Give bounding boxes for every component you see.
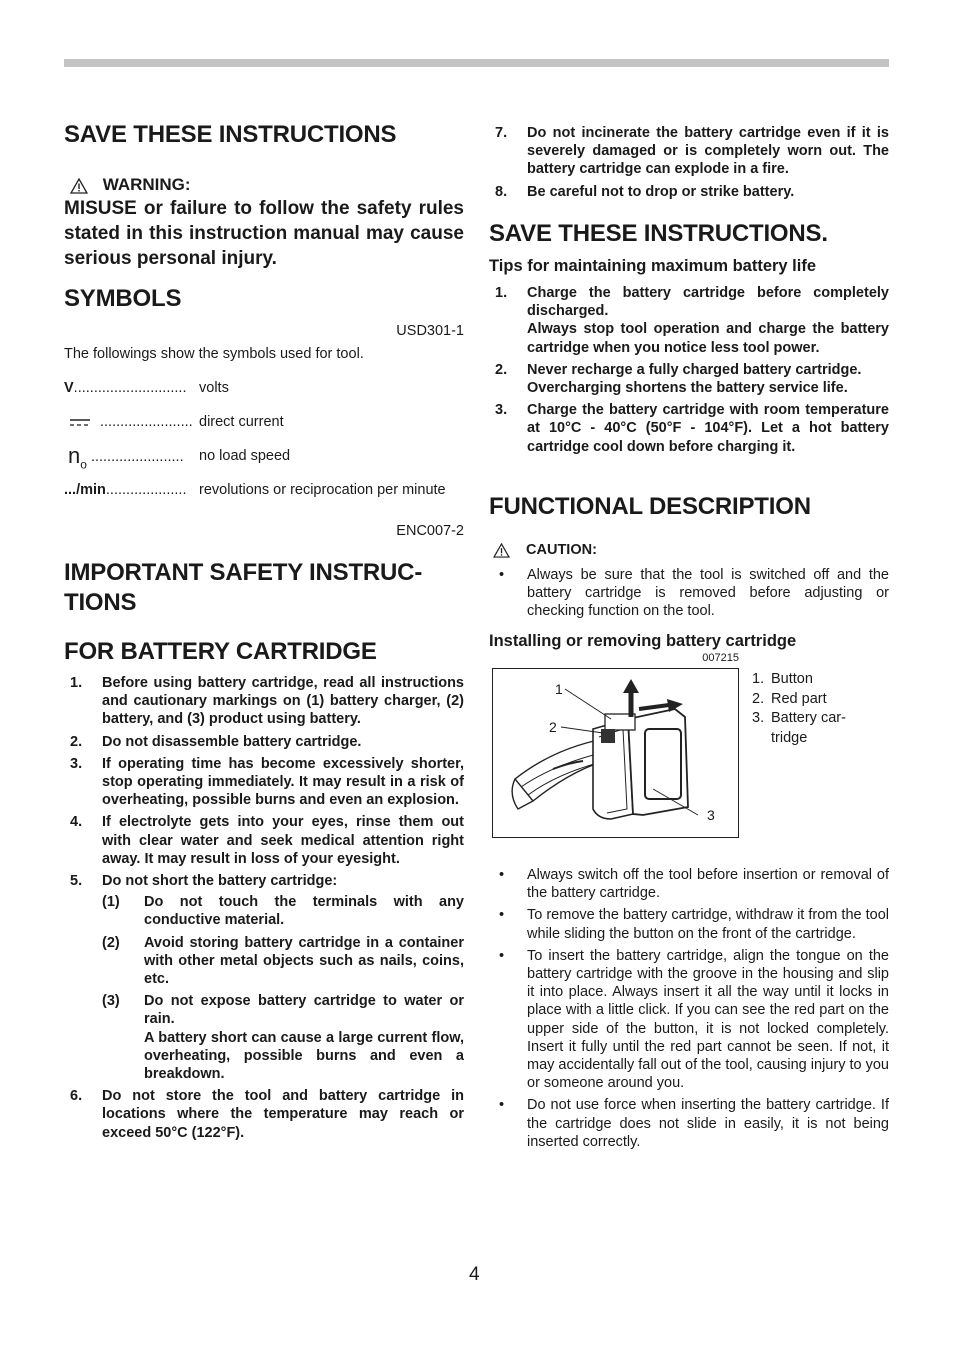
list-item: 7. Do not incinerate the battery cartridge even if it is severely damaged or is completely worn out. The battery cartridge can explode in a fire. xyxy=(495,125,889,178)
no-load-speed-icon: $n_o$ xyxy=(68,447,87,472)
caution-heading xyxy=(493,541,597,559)
direct-current-icon xyxy=(68,416,92,428)
warning-text: MISUSE or failure to follow the safety rules stated in this instruction manual may cause serious personal injury. xyxy=(64,198,464,269)
symbol-key: V xyxy=(64,380,74,396)
sub-list-item: (3) Do not expose battery cartridge to water or rain. A battery short can cause a large current flow, overheating, possible burns and even a breakdown. xyxy=(102,993,464,1083)
legend-item: 3. Battery car- tridge xyxy=(752,710,846,746)
install-title: Installing or removing battery cartridge xyxy=(489,632,797,650)
warning-heading xyxy=(70,176,191,194)
symbol-desc: no load speed xyxy=(199,448,291,464)
install-list xyxy=(489,866,889,1155)
symbol-desc: volts xyxy=(199,380,229,396)
sub-list-item: (1) Do not touch the terminals with any conductive material. xyxy=(102,894,464,929)
page-number: 4 xyxy=(469,1264,480,1285)
important-safety-title: IMPORTANT SAFETY INSTRUC- TIONS xyxy=(64,559,423,616)
figure-label-1: 1 xyxy=(555,681,563,697)
list-item: 3. Charge the battery cartridge with room temperature at 10°C - 40°C (50°F - 104°F). Let a hot battery cartridge cool down before charging it. xyxy=(495,402,889,455)
list-item: 1. Before using battery cartridge, read all instructions and cautionary markings on (1) battery charger, (2) battery, and (3) product using battery. xyxy=(70,675,464,728)
list-item: 3. If operating time has become excessively shorter, stop operating immediately. It may result in a risk of overheating, possible burns and even an explosion. xyxy=(70,755,464,809)
list-item: • Always switch off the tool before insertion or removal of the battery cartridge. xyxy=(489,866,889,902)
save-instructions-title: SAVE THESE INSTRUCTIONS xyxy=(64,121,397,148)
list-item: • Always be sure that the tool is switched off and the battery cartridge is removed before adjusting or checking function on the tool. xyxy=(489,566,889,621)
figure-label-3: 3 xyxy=(707,807,715,823)
legend-item: 1. Button xyxy=(752,671,813,687)
caution-label: CAUTION: xyxy=(526,542,597,558)
figure-legend xyxy=(752,670,846,748)
symbols-code-2: ENC007-2 xyxy=(396,523,464,539)
list-item: • Do not use force when inserting the battery cartridge. If the cartridge does not slide in easily, it is not being inserted correctly. xyxy=(489,1096,889,1151)
symbols-intro: The followings show the symbols used for tool. xyxy=(64,346,364,362)
save-instructions-title-2: SAVE THESE INSTRUCTIONS. xyxy=(489,220,828,247)
battery-safety-list xyxy=(64,674,464,1146)
battery-install-illustration xyxy=(493,669,738,837)
warning-label: WARNING: xyxy=(102,175,191,194)
short-circuit-sublist xyxy=(102,893,464,1083)
list-item: 8. Be careful not to drop or strike battery. xyxy=(495,183,795,200)
list-item: • To remove the battery cartridge, withdraw it from the tool while sliding the button on the front of the cartridge. xyxy=(489,906,889,942)
symbols-code: USD301-1 xyxy=(396,323,464,339)
battery-cartridge-title: FOR BATTERY CARTRIDGE xyxy=(64,638,377,665)
list-item: 2. Do not disassemble battery cartridge. xyxy=(70,733,362,750)
top-rule xyxy=(64,59,889,67)
warning-triangle-icon xyxy=(70,178,88,194)
tips-list xyxy=(489,284,889,460)
list-item: 6. Do not store the tool and battery cartridge in locations where the temperature may reach or exceed 50°C (122°F). xyxy=(70,1088,464,1141)
functional-description-title: FUNCTIONAL DESCRIPTION xyxy=(489,493,811,520)
battery-install-figure xyxy=(492,668,739,838)
symbols-title: SYMBOLS xyxy=(64,285,182,312)
caution-list xyxy=(489,566,889,625)
legend-item: 2. Red part xyxy=(752,690,827,707)
list-item: 1. Charge the battery cartridge before completely discharged. Always stop tool operation and charge the battery cartridge when you notice less tool power. xyxy=(495,285,889,356)
sub-list-item: (2) Avoid storing battery cartridge in a container with other metal objects such as nails, coins, etc. xyxy=(102,934,464,988)
list-item: 5. Do not short the battery cartridge: (1) Do not touch the terminals with any conductive material. (2) Avoid storing battery cartridge in a container with other metal objects such as nails, coins, etc. (3) Do not expose battery cartridge to water or rain. A battery short can cause a large current flow, overheating, possible burns and even a breakdown. xyxy=(70,873,464,1083)
caution-triangle-icon xyxy=(493,543,510,558)
symbol-desc: direct current xyxy=(199,414,284,430)
symbol-desc: revolutions or reciprocation per minute xyxy=(199,482,446,498)
list-item: • To insert the battery cartridge, align the tongue on the battery cartridge with the groove in the housing and slip it into place. Always insert it all the way until it locks in place with a little click. If you can see the red part on the upper side of the button, it is not locked completely. Insert it fully until the red part cannot be seen. If not, it may accidentally fall out of the tool, causing injury to you or someone around you. xyxy=(489,947,889,1093)
figure-code: 007215 xyxy=(702,652,739,664)
list-item: 4. If electrolyte gets into your eyes, rinse them out with clear water and seek medical attention right away. It may result in loss of your eyesight. xyxy=(70,814,464,867)
symbol-key: .../min xyxy=(64,482,106,498)
battery-safety-list-continued xyxy=(489,124,889,205)
figure-label-2: 2 xyxy=(549,719,557,735)
tips-title: Tips for maintaining maximum battery life xyxy=(489,257,817,275)
list-item: 2. Never recharge a fully charged battery cartridge. Overcharging shortens the battery service life. xyxy=(495,361,862,397)
